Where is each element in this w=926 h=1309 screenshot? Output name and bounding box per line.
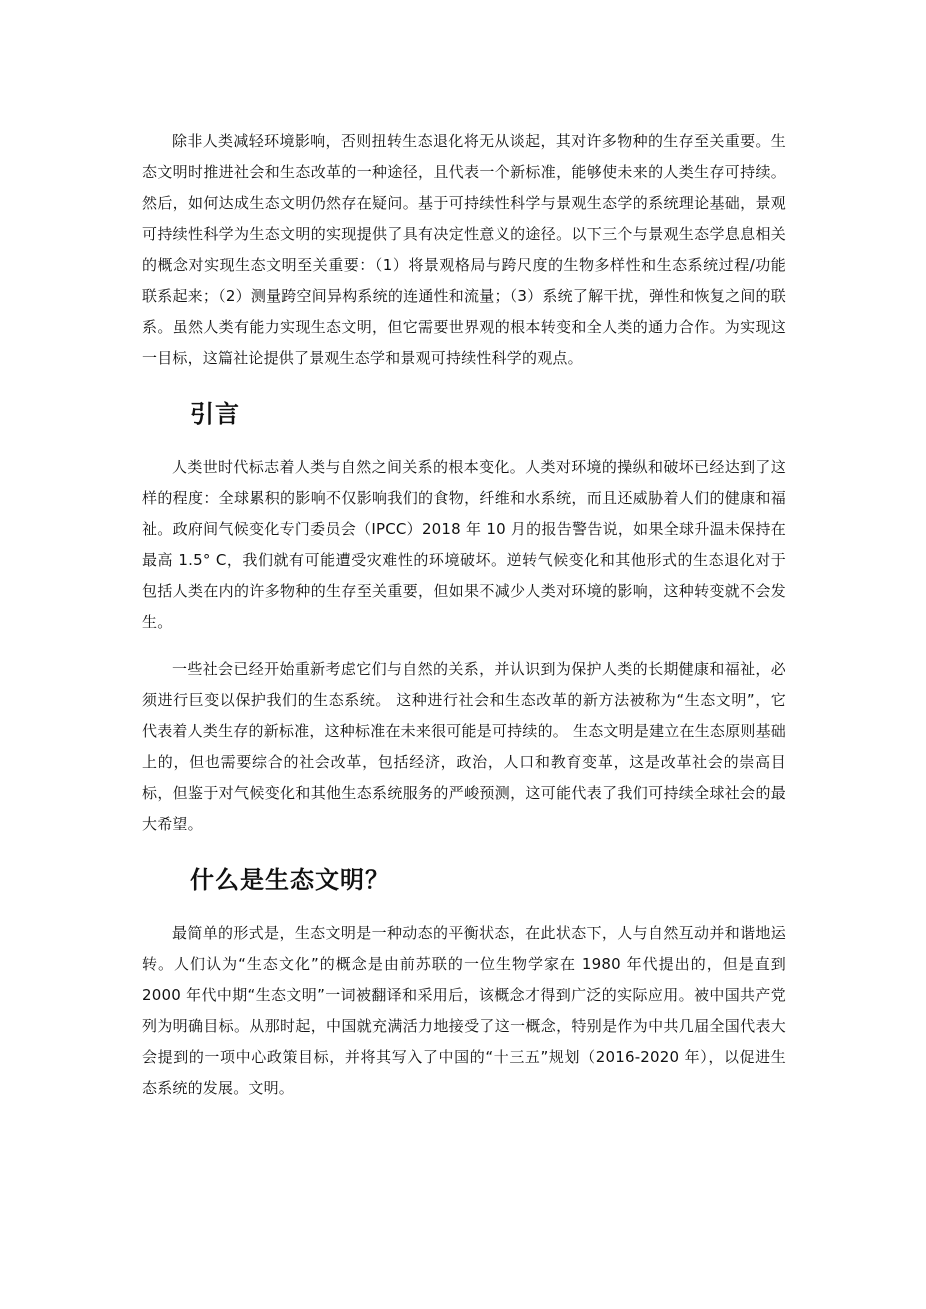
eco-civilization-paragraph-1: 最简单的形式是，生态文明是一种动态的平衡状态，在此状态下，人与自然互动并和谐地运转。人们认为“生态文化”的概念是由前苏联的一位生物学家在 1980 年代提出的，但是直到 2000 年代中期“生态文明”一词被翻译和采用后，该概念才得到广泛的实际应用。被中国共产党列为明确目标。从那时起，中国就充满活力地接受了这一概念，特别是作为中共几届全国代表大会提到的一项中心政策目标，并将其写入了中国的“十三五”规划（2016-2020 年），以促进生态系统的发展。文明。 xyxy=(142,924,786,1097)
abstract-paragraph: 除非人类减轻环境影响，否则扭转生态退化将无从谈起，其对许多物种的生存至关重要。生态文明时推进社会和生态改革的一种途径，且代表一个新标准，能够使未来的人类生存可持续。然后，如何达成生态文明仍然存在疑问。基于可持续性科学与景观生态学的系统理论基础，景观可持续性科学为生态文明的实现提供了具有决定性意义的途径。以下三个与景观生态学息息相关的概念对实现生态文明至关重要：（1）将景观格局与跨尺度的生物多样性和生态系统过程/功能联系起来；（2）测量跨空间异构系统的连通性和流量；（3）系统了解干扰，弹性和恢复之间的联系。虽然人类有能力实现生态文明，但它需要世界观的根本转变和全人类的通力合作。为实现这一目标，这篇社论提供了景观生态学和景观可持续性科学的观点。 xyxy=(142,132,786,367)
document-body xyxy=(142,126,786,1104)
introduction-paragraph-1: 人类世时代标志着人类与自然之间关系的根本变化。人类对环境的操纵和破坏已经达到了这样的程度：全球累积的影响不仅影响我们的食物，纤维和水系统，而且还威胁着人们的健康和福祉。政府间气候变化专门委员会（IPCC）2018 年 10 月的报告警告说，如果全球升温未保持在最高 1.5° C，我们就有可能遭受灾难性的环境破坏。逆转气候变化和其他形式的生态退化对于包括人类在内的许多物种的生存至关重要，但如果不减少人类对环境的影响，这种转变就不会发生。 xyxy=(142,458,786,631)
introduction-paragraph-2: 一些社会已经开始重新考虑它们与自然的关系，并认识到为保护人类的长期健康和福祉，必须进行巨变以保护我们的生态系统。 这种进行社会和生态改革的新方法被称为“生态文明”，它代表着人类生存的新标准，这种标准在未来很可能是可持续的。 生态文明是建立在生态原则基础上的，但也需要综合的社会改革，包括经济，政治，人口和教育变革，这是改革社会的崇高目标，但鉴于对气候变化和其他生态系统服务的严峻预测，这可能代表了我们可持续全球社会的最大希望。 xyxy=(142,660,786,833)
section-heading-what-is-eco-civilization: 什么是生态文明？ xyxy=(190,866,390,894)
section-heading-introduction: 引言 xyxy=(190,400,240,428)
